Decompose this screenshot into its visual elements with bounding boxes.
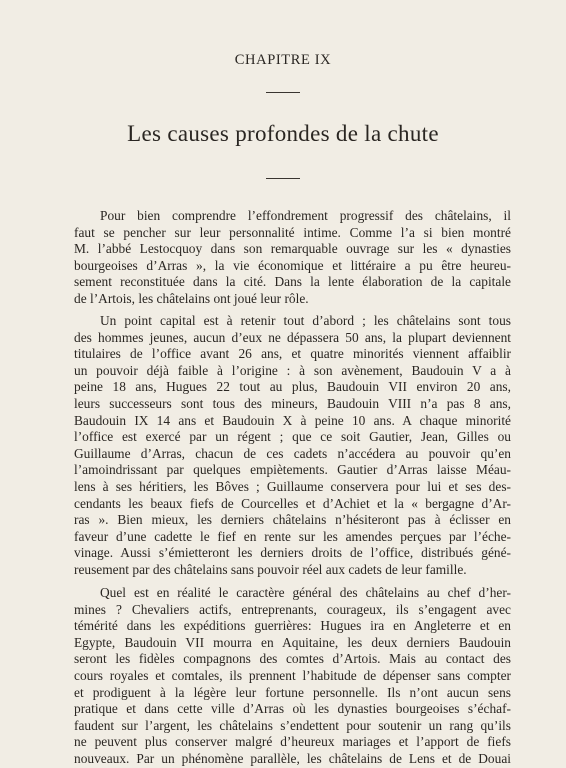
text-line: bourgeoises d’Arras », la vie économique et littéraire a pu être heureu-	[74, 257, 511, 273]
text-line: cendants les beaux fiefs de Courcelles et d’Achiet et la « bergagne d’Ar-	[74, 495, 511, 511]
text-line: mines ? Chevaliers actifs, entreprenants, courageux, ils s’engagent avec	[74, 601, 511, 617]
text-line: leurs successeurs sont tous des mineurs, Baudouin VIII n’a pas 8 ans,	[74, 395, 511, 411]
paragraph-1	[74, 208, 511, 308]
text-line: Un point capital est à retenir tout d’abord ; les châtelains sont tous	[100, 313, 511, 328]
text-line: faudent sur l’argent, les châtelains s’endettent pour soutenir un rang qu’ils	[74, 717, 511, 733]
text-line: Guillaume d’Arras, chacun de ces cadets n’accédera au pouvoir qu’en	[74, 445, 511, 461]
text-line: ras ». Bien mieux, les derniers châtelains n’hésiteront pas à éclisser en	[74, 512, 511, 528]
text-line: Baudouin IX 14 ans et Baudouin X à peine 10 ans. A chaque minorité	[74, 412, 511, 428]
text-line: seront les fidèles compagnons des comtes d’Artois. Mais au contact des	[74, 651, 511, 667]
text-line: de l’Artois, les châtelains ont joué leur rôle.	[74, 290, 309, 306]
chapter-rule	[266, 92, 300, 93]
paragraph-3	[74, 585, 511, 768]
text-line: peine 18 ans, Hugues 22 tout au plus, Baudouin VII environ 20 ans,	[74, 379, 511, 395]
text-line: Quel est en réalité le caractère général des châtelains au chef d’her-	[100, 585, 511, 600]
text-line: nouveaux. Par un phénomène parallèle, les châtelains de Lens et de Douai	[74, 750, 511, 766]
text-line: des hommes jeunes, aucun d’eux ne dépassera 50 ans, la plupart deviennent	[74, 329, 511, 345]
text-line: un pouvoir déjà faible à l’origine : à son avènement, Baudouin V a à	[74, 362, 511, 378]
text-line: faveur d’une cadette le fief en rente sur les amendes perçues par l’éche-	[74, 528, 511, 544]
chapter-title: Les causes profondes de la chute	[127, 121, 439, 146]
text-line: l’office est exercé par un régent ; que ce soit Gautier, Jean, Gilles ou	[74, 429, 511, 445]
text-line: titulaires de l’office avant 26 ans, et quatre minorités viennent affaiblir	[74, 346, 511, 362]
text-line: Pour bien comprendre l’effondrement progressif des châtelains, il	[100, 208, 511, 223]
text-line: l’amoindrissant par quelques empiètements. Gautier d’Arras laisse Méau-	[74, 462, 511, 478]
paragraph-2	[74, 313, 511, 579]
text-line: lens à ses héritiers, les Bôves ; Guillaume conservera pour lui et ses des-	[74, 478, 511, 494]
text-line: faut se pencher sur leur personnalité intime. Comme l’a si bien montré	[74, 224, 511, 240]
text-line: vinage. Aussi s’émietteront les derniers droits de l’office, distribués géné-	[74, 545, 511, 561]
chapter-label: CHAPITRE IX	[234, 52, 332, 68]
text-line: sement reconstituée dans la cité. Dans la lente élaboration de la capitale	[74, 274, 511, 290]
text-line: témérité dans les expéditions guerrières: Hugues ira en Angleterre et en	[74, 618, 511, 634]
text-line: cours royales et comtales, ils prennent l’habitude de dépenser sans compter	[74, 667, 511, 683]
text-line: reusement par des châtelains sans pouvoir réel aux cadets de leur famille.	[74, 561, 467, 577]
title-rule	[266, 178, 300, 179]
text-line: pratique et dans cette ville d’Arras où les dynasties bourgeoises s’échaf-	[74, 701, 511, 717]
text-line: ne peuvent plus conserver malgré d’heureux mariages et l’apport de fiefs	[74, 734, 511, 750]
text-line: M. l’abbé Lestocquoy dans son remarquable ouvrage sur les « dynasties	[74, 241, 511, 257]
text-line: Egypte, Baudouin VII mourra en Aquitaine, les deux derniers Baudouin	[74, 634, 511, 650]
text-line: et prodiguent à la légère leur fortune personnelle. Ils n’ont aucun sens	[74, 684, 511, 700]
